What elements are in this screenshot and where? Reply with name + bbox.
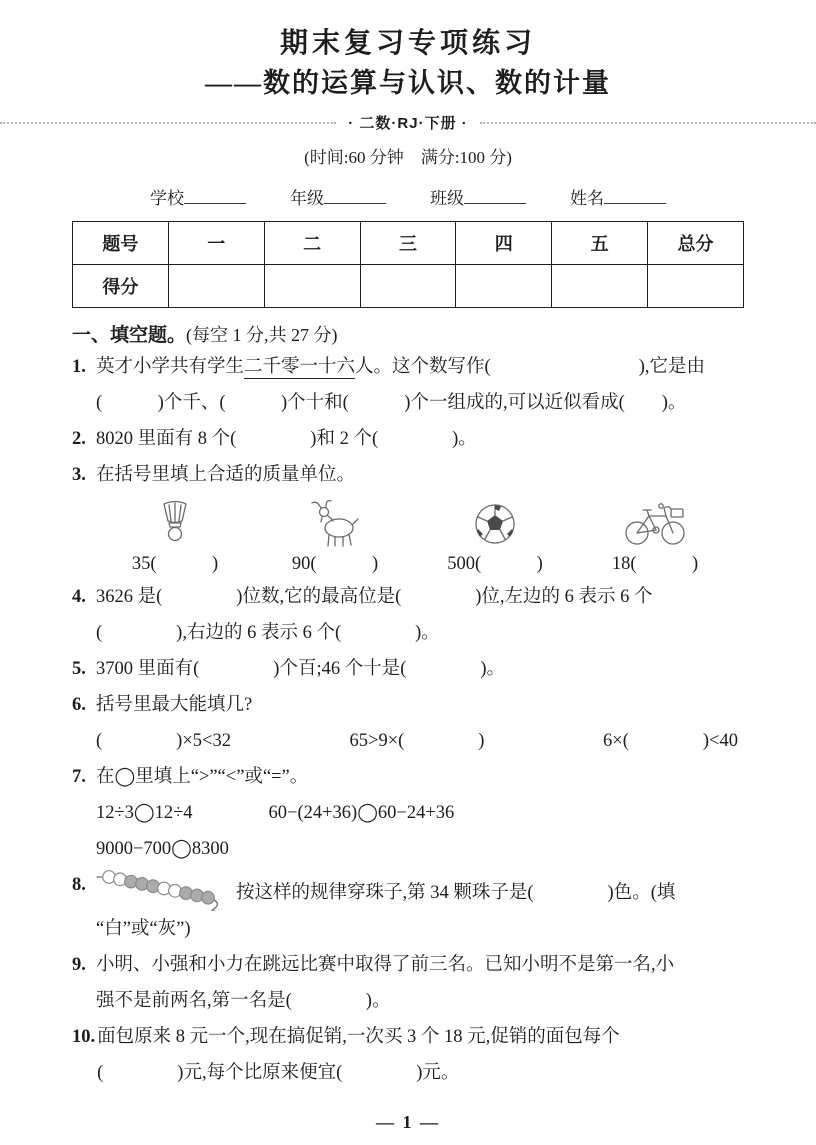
figure-value: 18( ) [611, 554, 699, 575]
exam-info: (时间:60 分钟 满分:100 分) [304, 148, 512, 168]
score-header-cell: 二 [264, 222, 360, 265]
bead [158, 883, 171, 896]
score-empty-cell [168, 265, 264, 308]
question-4-line1: 3626 是( )位数,它的最高位是( )位,左边的 6 表示 6 个 [96, 587, 653, 608]
underlined-text: 二千零一十六 [244, 357, 356, 378]
question-2-text: 8020 里面有 8 个( )和 2 个( )。 [96, 429, 477, 450]
question-2 [72, 421, 744, 457]
figure-soccer-ball [436, 499, 554, 579]
bead [125, 876, 138, 889]
question-3-figures [96, 493, 744, 579]
question-9 [72, 947, 744, 1019]
field-label: 年级 [290, 189, 324, 209]
expression: 9000−700◯8300 [96, 839, 229, 860]
section-heading [72, 320, 744, 347]
question-8 [72, 867, 744, 947]
field-name [570, 184, 666, 209]
dotted-line [0, 122, 336, 124]
question-number: 7. [72, 767, 86, 788]
figure-value: 500( ) [447, 554, 543, 575]
score-empty-cell [264, 265, 360, 308]
bead [169, 885, 182, 898]
figure-bicycle [596, 499, 714, 579]
question-number: 1. [72, 357, 86, 378]
question-1 [72, 349, 744, 421]
field-blank [324, 190, 386, 204]
page-number: — 1 — [376, 1112, 440, 1132]
score-header-cell: 题号 [73, 222, 169, 265]
question-text: 按这样的规律穿珠子,第 34 颗珠子是( )色。(填 [236, 883, 676, 904]
field-label: 班级 [430, 189, 464, 209]
figure-value: 35( ) [131, 554, 219, 575]
figure-value: 90( ) [291, 554, 379, 575]
score-header-cell: 总分 [648, 222, 744, 265]
question-6-text: 括号里最大能填几? [96, 695, 253, 716]
question-3 [72, 457, 744, 579]
bead [136, 878, 149, 891]
bead [114, 873, 127, 886]
question-number: 4. [72, 587, 86, 608]
question-8-line1 [96, 867, 744, 911]
soccer-ball-icon [472, 499, 518, 549]
score-table-header-row [73, 222, 744, 265]
question-7 [72, 759, 744, 867]
question-text: 英才小学共有学生 [96, 357, 245, 378]
score-header-cell: 四 [456, 222, 552, 265]
score-header-cell: 三 [360, 222, 456, 265]
question-number: 8. [72, 875, 86, 896]
score-empty-cell [360, 265, 456, 308]
question-1-line1 [96, 349, 744, 385]
question-9-line1: 小明、小强和小力在跳远比赛中取得了前三名。已知小明不是第一名,小 [96, 955, 675, 976]
question-6 [72, 687, 744, 759]
question-7-text: 在◯里填上“>”“<”或“=”。 [96, 767, 309, 788]
bead [103, 871, 116, 884]
page-subtitle: ——数的运算与认识、数的计量 [205, 67, 611, 98]
question-7-row2 [96, 831, 744, 867]
question-8-line2: “白”或“灰”) [96, 919, 191, 940]
question-number: 5. [72, 659, 86, 680]
expression: 6×( )<40 [603, 731, 738, 752]
score-row-label: 得分 [73, 265, 169, 308]
question-4 [72, 579, 744, 651]
page-title: 期末复习专项练习 [279, 28, 536, 59]
bead [147, 880, 160, 893]
student-info-row [72, 184, 744, 209]
question-number: 2. [72, 429, 86, 450]
question-10-line2: ( )元,每个比原来便宜( )元。 [97, 1063, 460, 1084]
question-6-expressions [96, 723, 744, 759]
score-table [72, 221, 744, 308]
question-number: 6. [72, 695, 86, 716]
score-empty-cell [552, 265, 648, 308]
question-1-line2: ( )个千、( )个十和( )个一组成的,可以近似看成( )。 [96, 393, 687, 414]
question-10-line1: 面包原来 8 元一个,现在搞促销,一次买 3 个 18 元,促销的面包每个 [97, 1027, 620, 1048]
question-text: 人。这个数写作( ),它是由 [355, 357, 705, 378]
field-blank [464, 190, 526, 204]
bead [180, 887, 193, 900]
field-grade [290, 184, 386, 209]
question-number: 9. [72, 955, 86, 976]
goat-icon [309, 499, 361, 549]
figure-goat [276, 499, 394, 579]
score-empty-cell [648, 265, 744, 308]
score-header-cell: 五 [552, 222, 648, 265]
question-number: 3. [72, 465, 86, 486]
score-table-score-row [73, 265, 744, 308]
score-empty-cell [456, 265, 552, 308]
bead [202, 892, 215, 905]
field-blank [184, 190, 246, 204]
expression: 65>9×( ) [349, 731, 485, 752]
field-label: 姓名 [570, 189, 604, 209]
question-3-text: 在括号里填上合适的质量单位。 [96, 465, 356, 486]
expression: ( )×5<32 [96, 731, 231, 752]
field-class [430, 184, 526, 209]
figure-shuttlecock [116, 499, 234, 579]
question-7-row1 [96, 795, 744, 831]
section-note: (每空 1 分,共 27 分) [186, 325, 338, 346]
question-10 [72, 1019, 744, 1091]
expression: 12÷3◯12÷4 [96, 803, 193, 824]
shuttlecock-icon [157, 499, 193, 549]
question-number: 10. [72, 1027, 96, 1048]
question-9-line2: 强不是前两名,第一名是( )。 [96, 991, 391, 1012]
score-header-cell: 一 [168, 222, 264, 265]
field-school [150, 184, 246, 209]
edition-rule [0, 112, 816, 133]
dotted-line [480, 122, 816, 124]
bicycle-icon [623, 499, 687, 549]
bead-string-icon [96, 867, 232, 911]
field-label: 学校 [150, 189, 184, 209]
bead [191, 889, 204, 902]
section-title: 一、填空题。 [72, 325, 187, 347]
field-blank [604, 190, 666, 204]
question-4-line2: ( ),右边的 6 表示 6 个( )。 [96, 623, 440, 644]
expression: 60−(24+36)◯60−24+36 [268, 803, 455, 824]
edition-label: · 二数·RJ·下册 · [348, 115, 468, 133]
question-5 [72, 651, 744, 687]
question-5-text: 3700 里面有( )个百;46 个十是( )。 [96, 659, 506, 680]
